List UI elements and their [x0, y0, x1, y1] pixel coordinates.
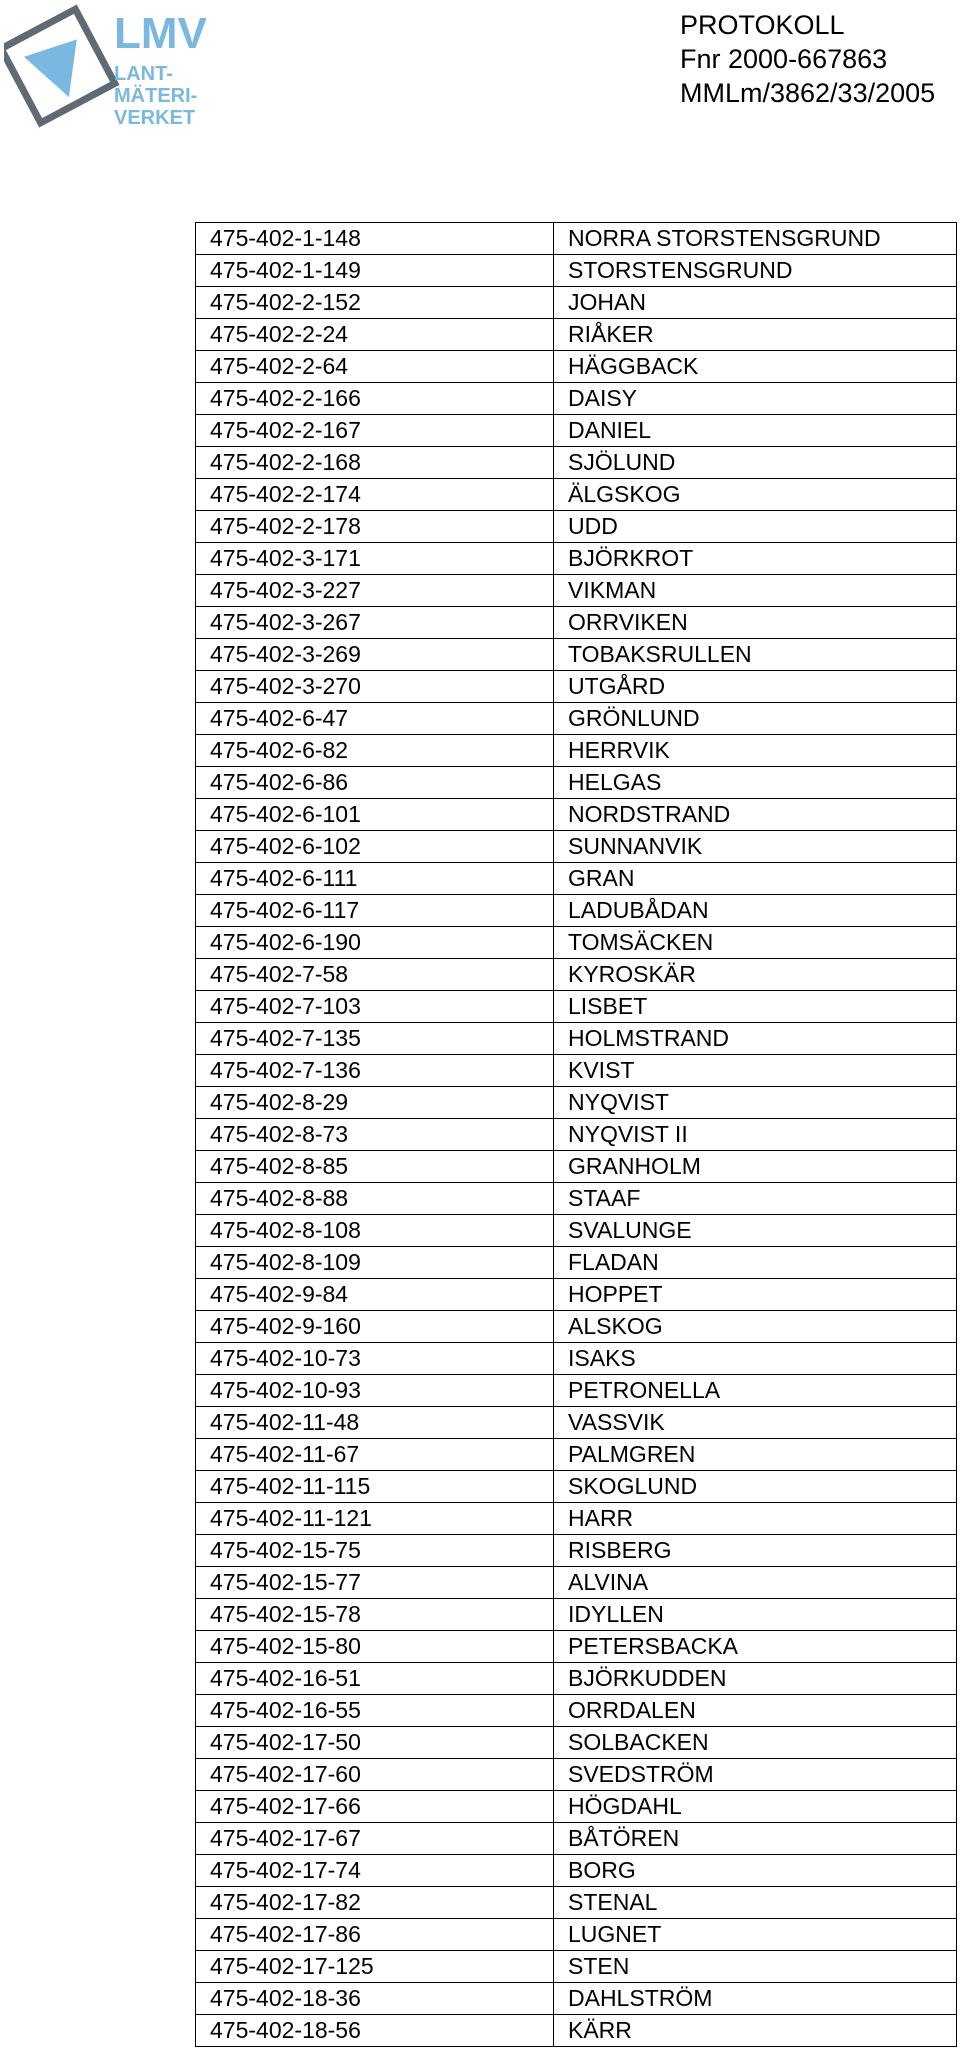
table-row: [196, 1503, 957, 1535]
table-row: [196, 1407, 957, 1439]
property-name: PETRONELLA: [554, 1375, 957, 1407]
property-name: HÄGGBACK: [554, 351, 957, 383]
property-designation: 475-402-15-75: [196, 1535, 554, 1567]
table-row: [196, 1023, 957, 1055]
property-designation: 475-402-7-58: [196, 959, 554, 991]
property-designation: 475-402-8-85: [196, 1151, 554, 1183]
property-name: DAISY: [554, 383, 957, 415]
table-row: [196, 1599, 957, 1631]
property-name: SKOGLUND: [554, 1471, 957, 1503]
property-name: ALSKOG: [554, 1311, 957, 1343]
property-name: TOBAKSRULLEN: [554, 639, 957, 671]
property-name: DAHLSTRÖM: [554, 1983, 957, 2015]
property-name: KÄRR: [554, 2015, 957, 2047]
property-name: NORDSTRAND: [554, 799, 957, 831]
table-row: [196, 1183, 957, 1215]
property-designation: 475-402-9-84: [196, 1279, 554, 1311]
table-row: [196, 1119, 957, 1151]
table-row: [196, 1663, 957, 1695]
property-designation: 475-402-17-86: [196, 1919, 554, 1951]
property-designation: 475-402-3-270: [196, 671, 554, 703]
property-designation: 475-402-8-109: [196, 1247, 554, 1279]
property-designation: 475-402-17-82: [196, 1887, 554, 1919]
property-name: STENAL: [554, 1887, 957, 1919]
property-designation: 475-402-2-64: [196, 351, 554, 383]
property-name: UTGÅRD: [554, 671, 957, 703]
property-name: KVIST: [554, 1055, 957, 1087]
property-name: STEN: [554, 1951, 957, 1983]
property-name: LADUBÅDAN: [554, 895, 957, 927]
logo-line-3: VERKET: [114, 107, 196, 129]
table-row: [196, 767, 957, 799]
property-name: HOLMSTRAND: [554, 1023, 957, 1055]
table-row: [196, 1791, 957, 1823]
property-designation: 475-402-3-171: [196, 543, 554, 575]
property-designation: 475-402-10-93: [196, 1375, 554, 1407]
property-designation: 475-402-9-160: [196, 1311, 554, 1343]
table-row: [196, 1535, 957, 1567]
property-name: DANIEL: [554, 415, 957, 447]
property-designation: 475-402-8-108: [196, 1215, 554, 1247]
table-row: [196, 991, 957, 1023]
logo-initials: LMV: [114, 9, 207, 58]
table-row: [196, 639, 957, 671]
table-row: [196, 415, 957, 447]
table-row: [196, 703, 957, 735]
property-name: GRAN: [554, 863, 957, 895]
property-designation: 475-402-10-73: [196, 1343, 554, 1375]
table-row: [196, 287, 957, 319]
property-designation: 475-402-8-73: [196, 1119, 554, 1151]
property-designation: 475-402-2-167: [196, 415, 554, 447]
property-designation: 475-402-1-148: [196, 223, 554, 255]
property-designation: 475-402-17-125: [196, 1951, 554, 1983]
property-name: SVEDSTRÖM: [554, 1759, 957, 1791]
property-designation: 475-402-6-111: [196, 863, 554, 895]
table-row: [196, 1151, 957, 1183]
property-name: ISAKS: [554, 1343, 957, 1375]
table-row: [196, 735, 957, 767]
document-fnr: Fnr 2000-667863: [680, 44, 888, 74]
table-row: [196, 511, 957, 543]
property-name: LISBET: [554, 991, 957, 1023]
property-designation: 475-402-16-51: [196, 1663, 554, 1695]
property-designation: 475-402-11-121: [196, 1503, 554, 1535]
lmv-logo-mark: [4, 4, 230, 132]
property-name: VIKMAN: [554, 575, 957, 607]
table-row: [196, 607, 957, 639]
property-designation: 475-402-6-82: [196, 735, 554, 767]
property-name: PALMGREN: [554, 1439, 957, 1471]
property-name: HOPPET: [554, 1279, 957, 1311]
property-designation: 475-402-6-86: [196, 767, 554, 799]
document-header: [680, 8, 935, 110]
table-row: [196, 1375, 957, 1407]
table-row: [196, 575, 957, 607]
property-designation: 475-402-2-178: [196, 511, 554, 543]
table-row: [196, 1311, 957, 1343]
property-name: JOHAN: [554, 287, 957, 319]
property-name: RIÅKER: [554, 319, 957, 351]
property-name: HERRVIK: [554, 735, 957, 767]
property-designation: 475-402-2-166: [196, 383, 554, 415]
property-name: NYQVIST II: [554, 1119, 957, 1151]
table-row: [196, 1855, 957, 1887]
property-name: KYROSKÄR: [554, 959, 957, 991]
logo-line-1: LANT-: [114, 63, 173, 85]
table-row: [196, 1343, 957, 1375]
property-name: SVALUNGE: [554, 1215, 957, 1247]
property-name: ÄLGSKOG: [554, 479, 957, 511]
property-name: HARR: [554, 1503, 957, 1535]
property-designation: 475-402-11-67: [196, 1439, 554, 1471]
property-designation: 475-402-6-102: [196, 831, 554, 863]
table-row: [196, 543, 957, 575]
property-name: GRANHOLM: [554, 1151, 957, 1183]
table-row: [196, 1055, 957, 1087]
property-name: SJÖLUND: [554, 447, 957, 479]
table-row: [196, 1215, 957, 1247]
property-name: TOMSÄCKEN: [554, 927, 957, 959]
property-designation: 475-402-15-77: [196, 1567, 554, 1599]
table-row: [196, 799, 957, 831]
table-row: [196, 1567, 957, 1599]
property-name: RISBERG: [554, 1535, 957, 1567]
document-title: PROTOKOLL: [680, 10, 845, 40]
table-row: [196, 1279, 957, 1311]
property-designation: 475-402-16-55: [196, 1695, 554, 1727]
property-designation: 475-402-3-267: [196, 607, 554, 639]
property-designation: 475-402-7-135: [196, 1023, 554, 1055]
property-name: ORRVIKEN: [554, 607, 957, 639]
property-designation: 475-402-15-80: [196, 1631, 554, 1663]
property-name: STAAF: [554, 1183, 957, 1215]
property-name: SOLBACKEN: [554, 1727, 957, 1759]
property-name: GRÖNLUND: [554, 703, 957, 735]
logo-line-2: MÄTERI-: [114, 85, 198, 107]
table-row: [196, 223, 957, 255]
table-row: [196, 1727, 957, 1759]
table-row: [196, 671, 957, 703]
property-designation: 475-402-7-136: [196, 1055, 554, 1087]
property-name: VASSVIK: [554, 1407, 957, 1439]
property-name: FLADAN: [554, 1247, 957, 1279]
table-row: [196, 1439, 957, 1471]
table-row: [196, 1823, 957, 1855]
property-designation: 475-402-6-47: [196, 703, 554, 735]
table-row: [196, 255, 957, 287]
property-name: BJÖRKROT: [554, 543, 957, 575]
property-designation: 475-402-15-78: [196, 1599, 554, 1631]
table-row: [196, 1695, 957, 1727]
property-designation: 475-402-2-168: [196, 447, 554, 479]
table-row: [196, 479, 957, 511]
table-row: [196, 1631, 957, 1663]
table-row: [196, 1887, 957, 1919]
property-designation: 475-402-17-66: [196, 1791, 554, 1823]
table-row: [196, 1951, 957, 1983]
property-name: NORRA STORSTENSGRUND: [554, 223, 957, 255]
table-row: [196, 1759, 957, 1791]
property-designation: 475-402-8-88: [196, 1183, 554, 1215]
property-name: STORSTENSGRUND: [554, 255, 957, 287]
property-designation: 475-402-3-269: [196, 639, 554, 671]
table-row: [196, 1471, 957, 1503]
property-designation: 475-402-2-174: [196, 479, 554, 511]
table-row: [196, 831, 957, 863]
property-designation: 475-402-17-50: [196, 1727, 554, 1759]
property-designation: 475-402-11-48: [196, 1407, 554, 1439]
property-designation: 475-402-7-103: [196, 991, 554, 1023]
property-designation: 475-402-18-36: [196, 1983, 554, 2015]
compass-icon: [4, 9, 115, 123]
property-table: [195, 222, 957, 2047]
property-designation: 475-402-2-24: [196, 319, 554, 351]
property-name: ORRDALEN: [554, 1695, 957, 1727]
property-name: HÖGDAHL: [554, 1791, 957, 1823]
property-designation: 475-402-2-152: [196, 287, 554, 319]
property-designation: 475-402-18-56: [196, 2015, 554, 2047]
property-designation: 475-402-6-190: [196, 927, 554, 959]
property-designation: 475-402-6-117: [196, 895, 554, 927]
property-name: IDYLLEN: [554, 1599, 957, 1631]
property-table-body: [196, 223, 957, 2047]
table-row: [196, 1087, 957, 1119]
property-name: ALVINA: [554, 1567, 957, 1599]
table-row: [196, 1247, 957, 1279]
property-name: SUNNANVIK: [554, 831, 957, 863]
property-name: HELGAS: [554, 767, 957, 799]
table-row: [196, 2015, 957, 2047]
property-designation: 475-402-1-149: [196, 255, 554, 287]
property-name: BÅTÖREN: [554, 1823, 957, 1855]
property-name: BJÖRKUDDEN: [554, 1663, 957, 1695]
property-designation: 475-402-17-67: [196, 1823, 554, 1855]
table-row: [196, 1919, 957, 1951]
table-row: [196, 927, 957, 959]
table-row: [196, 1983, 957, 2015]
property-name: LUGNET: [554, 1919, 957, 1951]
property-designation: 475-402-17-60: [196, 1759, 554, 1791]
table-row: [196, 959, 957, 991]
document-reference: MMLm/3862/33/2005: [680, 78, 936, 108]
table-row: [196, 319, 957, 351]
property-name: UDD: [554, 511, 957, 543]
lantmateriet-logo: [4, 4, 230, 132]
table-row: [196, 895, 957, 927]
property-designation: 475-402-17-74: [196, 1855, 554, 1887]
property-designation: 475-402-3-227: [196, 575, 554, 607]
property-designation: 475-402-6-101: [196, 799, 554, 831]
property-name: PETERSBACKA: [554, 1631, 957, 1663]
property-designation: 475-402-11-115: [196, 1471, 554, 1503]
property-name: BORG: [554, 1855, 957, 1887]
table-row: [196, 863, 957, 895]
table-row: [196, 351, 957, 383]
property-name: NYQVIST: [554, 1087, 957, 1119]
table-row: [196, 383, 957, 415]
table-row: [196, 447, 957, 479]
property-designation: 475-402-8-29: [196, 1087, 554, 1119]
